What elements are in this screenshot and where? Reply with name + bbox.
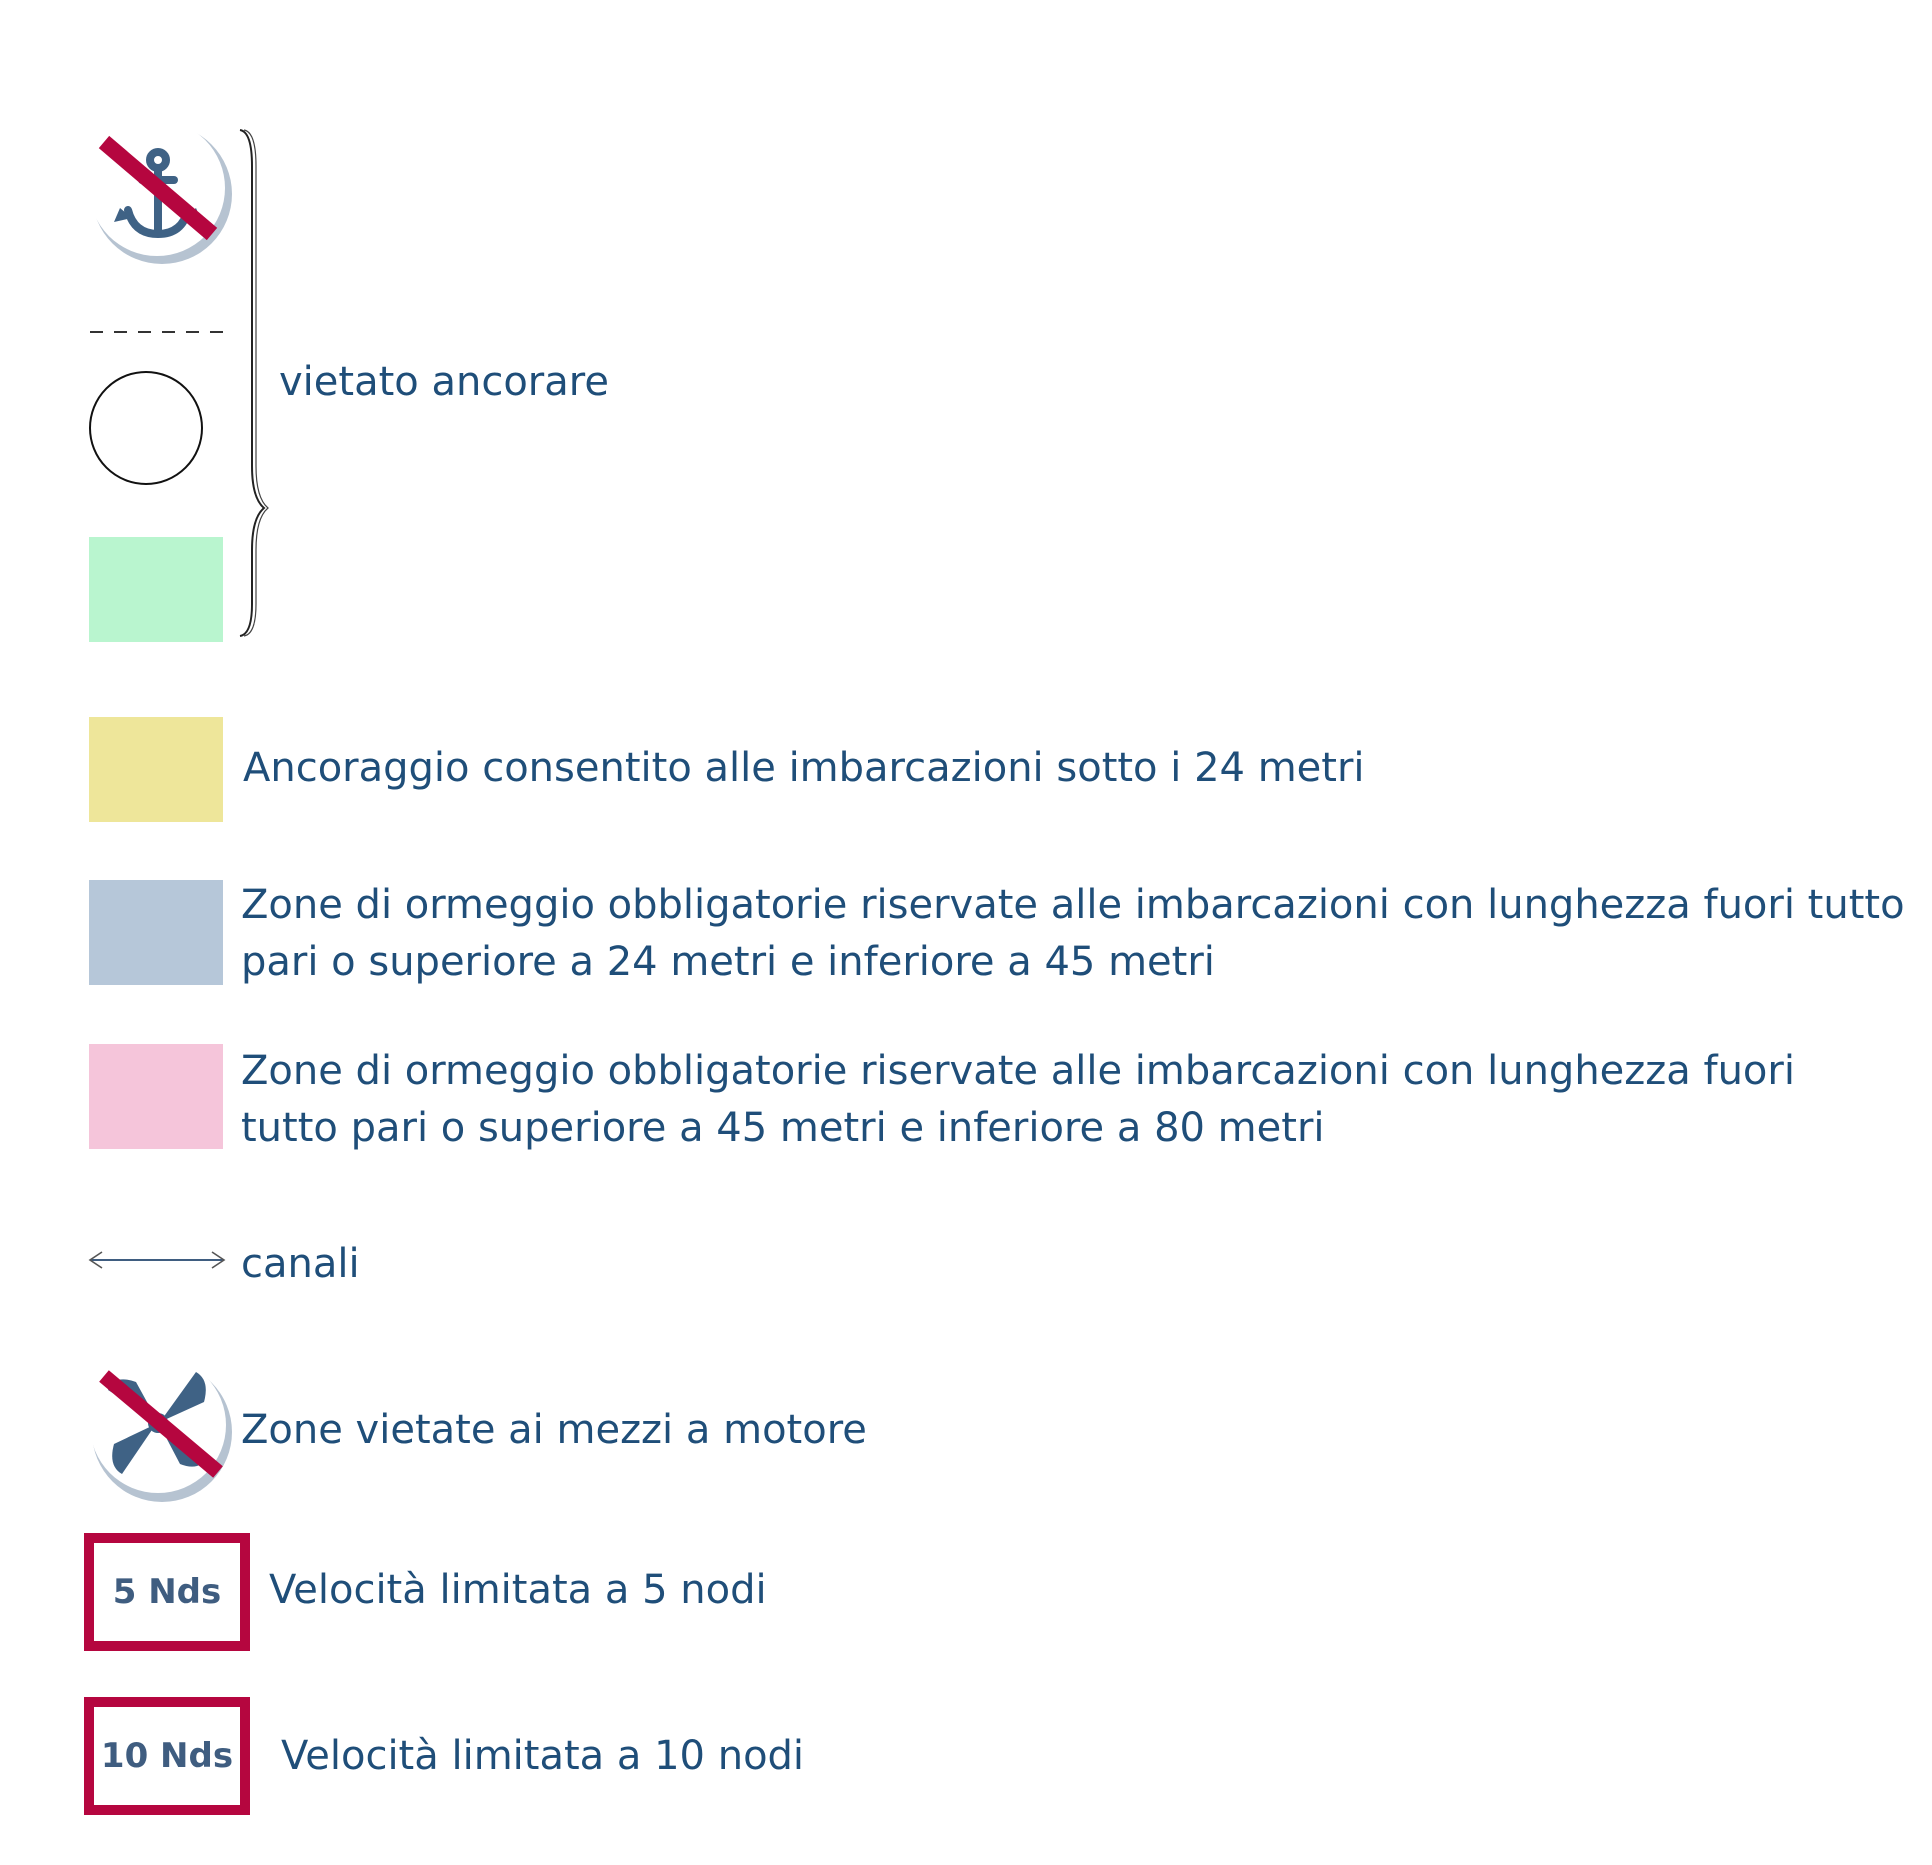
no-anchor-icon <box>84 118 244 273</box>
speed-5-label: Velocità limitata a 5 nodi <box>269 1567 767 1613</box>
speed-10-badge-text: 10 Nds <box>100 1736 234 1776</box>
speed-5-badge-text: 5 Nds <box>112 1572 222 1612</box>
speed-10-badge <box>84 1697 250 1815</box>
dashed-boundary-line <box>88 326 228 338</box>
no-anchor-label: vietato ancorare <box>279 359 609 405</box>
no-motor-label: Zone vietate ai mezzi a motore <box>241 1407 867 1453</box>
mooring-24-45-line1: Zone di ormeggio obbligatorie riservate alle imbarcazioni con lunghezza fuori tutto <box>241 882 1905 928</box>
blue-zone-swatch <box>89 880 223 985</box>
speed-10-label: Velocità limitata a 10 nodi <box>281 1733 805 1779</box>
mooring-45-80-line1: Zone di ormeggio obbligatorie riservate alle imbarcazioni con lunghezza fuori <box>241 1048 1795 1094</box>
mooring-24-45-line2: pari o superiore a 24 metri e inferiore a 45 metri <box>241 939 1215 985</box>
double-arrow-icon <box>86 1246 228 1274</box>
no-propeller-icon <box>84 1352 244 1512</box>
green-zone-swatch <box>89 537 223 642</box>
mooring-45-80-line2: tutto pari o superiore a 45 metri e inferiore a 80 metri <box>241 1105 1325 1151</box>
pink-zone-swatch <box>89 1044 223 1149</box>
anchor-under-24-label: Ancoraggio consentito alle imbarcazioni sotto i 24 metri <box>243 745 1365 791</box>
channels-label: canali <box>241 1241 360 1287</box>
circle-zone-symbol <box>86 368 206 488</box>
grouping-brace <box>234 126 284 640</box>
speed-5-badge <box>84 1533 250 1651</box>
yellow-zone-swatch <box>89 717 223 822</box>
